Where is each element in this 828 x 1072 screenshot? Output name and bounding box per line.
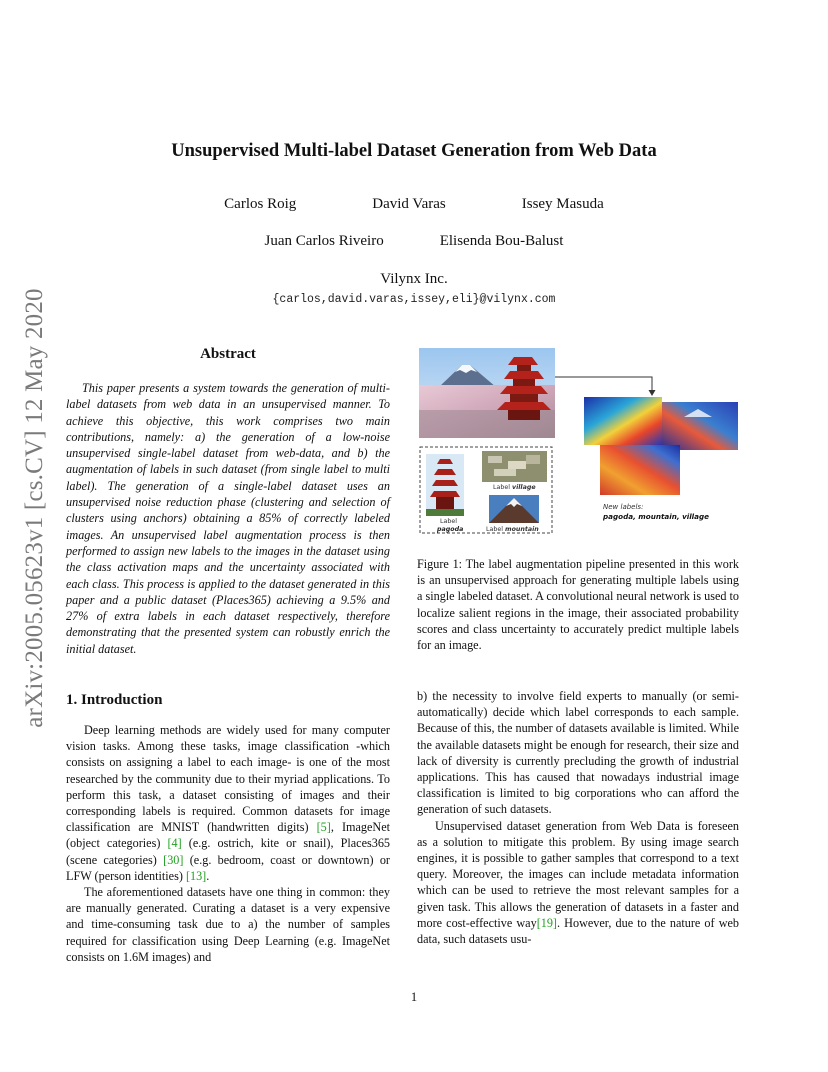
label-village: Label village [493,484,536,491]
activation-map [600,445,680,495]
mountain-thumbnail [489,495,539,523]
authors-row-2 [0,233,828,250]
figure-1-caption: Figure 1: The label augmentation pipeline presented in this work is an unsupervised approach for generating multiple labels using a single labeled dataset. A convolutional neural network is used to localize salient regions in the image, their associated probability scores and class uncertainty to accurately predict multiple labels for an image. [417,557,739,653]
author-name: Juan Carlos Riveiro [264,233,384,249]
new-labels-value: pagoda, mountain, village [603,512,710,521]
paper-title: Unsupervised Multi-label Dataset Generation from Web Data [171,141,657,161]
author-name: Issey Masuda [521,196,604,212]
abstract-body: This paper presents a system towards the generation of multi-label datasets from web data in an unsupervised manner. To achieve this objective, this work comprises two main contributions, namely: a) the generation of a low-noise unsupervised single-label dataset from web-data, and b) the augmentation of labels in such dataset (from single label to multi label). The generation of a single-label dataset uses an unsupervised noise reduction phase (clustering and selection of clusters using anchors) obtaining a 85% of correctly labeled images. An unsupervised label augmentation process is then performed to assign new labels to the images in the dataset using the class activation maps and the uncertainty associated with each class. This process is applied to the dataset generated in this paper and a public dataset (Places365) achieving a 9.5% and 27% of extra labels in each dataset respectively, therefore demonstrating that the presented system can robustly enrich the initial dataset. [66,381,390,656]
label-pagoda: pagoda [437,526,464,533]
pagoda-thumbnail [426,454,464,516]
introduction-left-column [66,722,390,965]
authors-row-1 [0,196,828,213]
author-emails: {carlos,david.varas,issey,eli}@vilynx.com [272,293,556,306]
author-name: Elisenda Bou-Balust [439,233,564,249]
citation[interactable]: [4] [167,836,182,851]
activation-map [662,402,738,450]
new-labels-title: New labels: [603,503,644,511]
author-name: David Varas [372,196,446,212]
label-prefix-pagoda: Label [440,518,457,525]
intro-paragraph-1: Deep learning methods are widely used for many computer vision tasks. Among these tasks, image classification -which consists on assigning a label to each image- is one of the most researched by the community due to their myriad applications. To perform this task, a dataset consisting of images and their corresponding labels is required. Common datasets for image classification are MNIST (handwritten digits) [5], ImageNet (object categories) [4] (e.g. ostrich, kite or snail), Places365 (scene categories) [30] (e.g. bedroom, coast or downtown) or LFW (person identities) [13]. [66,723,391,883]
input-photo [419,348,555,438]
figure-1 [414,345,744,545]
arxiv-identifier: arXiv:2005.05623v1 [cs.CV] 12 May 2020 [21,287,48,728]
arrow-connector [555,377,652,391]
affiliation: Vilynx Inc. [380,271,448,287]
citation[interactable]: [5] [316,820,331,835]
arrow-head-icon [649,390,656,396]
intro-paragraph-3: Unsupervised dataset generation from Web Data is foreseen as a solution to mitigate this problem. By using image search engines, it is possible to gather samples that correspond to a text query. Moreover, the images can include metadata information which can be used to retrieve the most relevant samples for a given task. This allows the generation of datasets in a faster and more cost-effective way[19]. However, due to the nature of web data, such datasets usu- [417,818,739,947]
abstract-heading: Abstract [200,346,256,362]
introduction-right-column [417,688,739,947]
section-heading-introduction: 1. Introduction [66,692,163,708]
activation-map [584,397,662,445]
intro-paragraph-2-cont: b) the necessity to involve field experts to manually (or semi-automatically) decide which label corresponds to each sample. Because of this, the number of datasets available is limited. While the available datasets might be enough for research, their size and lack of diversity is currently precluding the growth of industrial applications. This has caused that nowadays industrial image classification is limited to big corporations who can afford the generation of such datasets. [417,689,739,817]
citation[interactable]: [19] [536,915,557,930]
page-number: 1 [410,990,418,1004]
citation[interactable]: [13] [185,868,207,883]
intro-paragraph-2: The aforementioned datasets have one thing in common: they are manually generated. Curating a dataset is a very expensive and time-consuming task due to a) the number of samples required for classification using Deep Learning (e.g. ImageNet consists on 1.6M images) and [66,885,390,964]
citation[interactable]: [30] [163,852,184,867]
arxiv-side-label [20,270,50,745]
author-name: Carlos Roig [224,196,297,212]
label-mountain: Label mountain [486,526,539,533]
